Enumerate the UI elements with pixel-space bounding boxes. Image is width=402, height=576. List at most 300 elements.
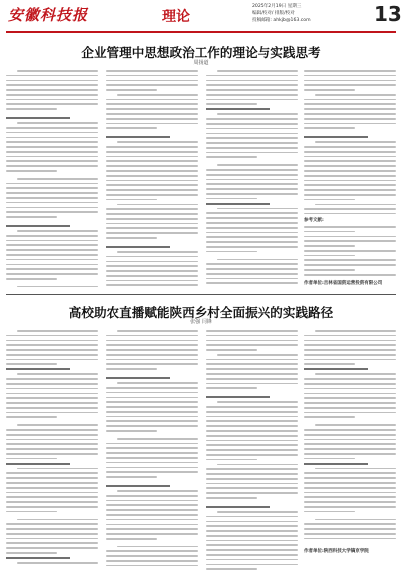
body-text-line [106, 425, 198, 427]
body-text-line [106, 280, 198, 282]
body-text-line [206, 103, 257, 105]
body-text-line [206, 435, 298, 437]
body-text-line [206, 179, 298, 181]
body-text-line [17, 70, 98, 72]
body-text-line [206, 449, 298, 451]
newspaper-name: 安徽科技报 [8, 6, 89, 24]
body-text-line [206, 344, 298, 346]
body-text-line [304, 236, 396, 238]
body-text-line [6, 472, 98, 474]
body-text-line [6, 349, 98, 351]
article-2-footer [304, 548, 396, 570]
body-text-line [106, 335, 198, 337]
body-text-line [304, 80, 396, 82]
body-text-line [17, 330, 98, 332]
body-text-line [206, 396, 270, 398]
body-text-line [106, 265, 198, 267]
body-text-line [206, 128, 298, 130]
body-text-line [206, 387, 257, 389]
references-heading: 参考文献: [304, 218, 324, 223]
body-text-line [206, 359, 298, 361]
body-text-line [6, 273, 98, 275]
masthead [0, 0, 402, 34]
body-text-line [106, 457, 198, 459]
body-text-line [304, 170, 396, 172]
body-text-line [6, 393, 98, 395]
body-text-line [304, 439, 396, 441]
body-text-line [6, 538, 98, 540]
body-text-line [217, 208, 298, 210]
body-text-line [6, 225, 70, 227]
body-text-line [6, 335, 98, 337]
body-text-line [106, 481, 198, 484]
body-text-line [206, 156, 257, 158]
body-text-line [106, 509, 198, 511]
body-text-line [106, 354, 198, 356]
body-text-line [206, 473, 298, 475]
body-text-line [17, 122, 98, 124]
body-text-line [6, 378, 98, 380]
body-text-line [106, 430, 157, 432]
body-text-line [304, 388, 396, 390]
body-text-line [304, 383, 396, 385]
body-text-line [106, 256, 198, 258]
body-text-line [206, 392, 298, 395]
body-text-line [106, 550, 198, 552]
body-text-line [6, 146, 98, 148]
body-text-line [6, 221, 98, 224]
body-text-line [6, 170, 57, 172]
body-text-line [106, 416, 198, 418]
body-text-line [6, 254, 98, 256]
body-text-line [106, 495, 198, 497]
body-text-line [117, 94, 198, 96]
body-text-line [6, 264, 98, 266]
body-text-line [304, 146, 396, 148]
body-text-line [117, 546, 198, 548]
body-text-line [304, 463, 368, 465]
body-text-line [304, 482, 396, 484]
body-text-line [304, 378, 396, 380]
body-text-line [206, 236, 298, 238]
body-text-line [206, 217, 298, 219]
body-text-line [315, 468, 396, 470]
references-list [304, 226, 396, 278]
body-text-line [304, 231, 355, 233]
body-text-line [6, 113, 98, 116]
body-text-line [106, 349, 198, 351]
body-text-line [304, 274, 396, 276]
body-text-line [206, 478, 298, 480]
body-text-line [304, 506, 396, 508]
body-text-line [106, 80, 198, 82]
body-text-line [206, 241, 298, 243]
body-text-line [206, 383, 298, 385]
article-2-column-3 [206, 330, 298, 570]
body-text-line [106, 213, 198, 215]
body-text-line [106, 194, 198, 196]
body-text-line [106, 199, 157, 201]
body-text-line [6, 416, 57, 418]
body-text-line [106, 136, 170, 138]
page-number: 13 [374, 2, 402, 26]
body-text-line [6, 117, 70, 119]
article-2-column-2 [106, 330, 198, 570]
body-text-line [304, 103, 396, 105]
body-text-line [106, 70, 198, 72]
body-text-line [304, 255, 355, 257]
body-text-line [304, 118, 396, 120]
body-text-line [304, 269, 355, 271]
article-1-byline: 周扬道 [193, 60, 209, 66]
body-text-line [304, 75, 396, 77]
body-text-line [6, 458, 57, 460]
body-text-line [106, 99, 198, 101]
body-text-line [304, 189, 396, 191]
body-text-line [304, 349, 396, 351]
body-text-line [206, 174, 298, 176]
body-text-line [106, 237, 157, 239]
body-text-line [206, 251, 257, 253]
body-text-line [17, 178, 98, 180]
body-text-line [206, 411, 298, 413]
body-text-line [106, 218, 198, 220]
body-text-line [206, 497, 257, 499]
body-text-line [6, 557, 70, 559]
body-text-line [304, 538, 396, 540]
body-text-line [206, 137, 298, 139]
body-text-line [106, 208, 198, 210]
body-text-line [304, 363, 355, 365]
body-text-line [206, 440, 298, 442]
body-text-line [106, 246, 170, 248]
body-text-line [6, 207, 98, 209]
body-text-line [106, 146, 198, 148]
body-text-line [304, 250, 396, 252]
body-text-line [304, 213, 396, 214]
body-text-line [117, 382, 198, 384]
body-text-line [106, 242, 198, 245]
body-text-line [106, 165, 198, 167]
body-text-line [106, 84, 198, 86]
article-divider [6, 294, 396, 295]
body-text-line [106, 514, 198, 516]
body-text-line [106, 160, 198, 162]
body-text-line [206, 232, 298, 234]
body-text-line [106, 401, 198, 403]
body-text-line [304, 429, 396, 431]
body-text-line [206, 330, 298, 332]
body-text-line [217, 464, 298, 466]
body-text-line [206, 212, 298, 214]
body-text-line [206, 89, 298, 91]
body-text-line [315, 424, 396, 426]
body-text-line [117, 251, 198, 253]
body-text-line [206, 273, 298, 275]
body-text-line [106, 108, 198, 110]
body-text-line [6, 249, 98, 251]
body-text-line [206, 169, 298, 171]
body-text-line [106, 344, 198, 346]
body-text-line [6, 448, 98, 450]
body-text-line [6, 547, 98, 549]
body-text-line [304, 501, 396, 503]
body-text-line [6, 197, 98, 199]
body-text-line [206, 118, 298, 120]
body-text-line [106, 447, 198, 449]
body-text-line [17, 373, 98, 375]
article-2-byline: 张强 闫锋 [190, 319, 212, 325]
body-text-line [106, 132, 198, 135]
body-text-line [206, 268, 298, 270]
body-text-line [17, 468, 98, 470]
body-text-line [106, 471, 198, 473]
body-text-line [304, 412, 396, 414]
body-text-line [106, 467, 198, 469]
body-text-line [304, 99, 396, 101]
body-text-line [304, 487, 396, 489]
body-text-line [117, 141, 198, 143]
body-text-line [315, 519, 396, 521]
body-text-line [304, 354, 396, 356]
body-text-line [17, 562, 98, 564]
body-text-line [206, 468, 298, 470]
body-text-line [304, 448, 396, 450]
body-text-line [6, 443, 98, 445]
body-text-line [6, 211, 98, 213]
body-text-line [304, 533, 396, 535]
body-text-line [106, 175, 198, 177]
body-text-line [6, 183, 98, 185]
body-text-line [206, 340, 298, 342]
body-text-line [106, 420, 198, 422]
body-text-line [304, 472, 396, 474]
body-text-line [106, 118, 198, 120]
article-2-author-note: 作者单位:陕西科技大学镐京学院 [304, 549, 369, 554]
body-text-line [206, 368, 298, 370]
body-text-line [6, 235, 98, 237]
body-text-line [217, 70, 298, 72]
body-text-line [304, 359, 396, 361]
body-text-line [17, 424, 98, 426]
body-text-line [206, 535, 298, 537]
body-text-line [106, 387, 198, 389]
body-text-line [6, 160, 98, 162]
body-text-line [304, 127, 355, 129]
body-text-line [6, 84, 98, 86]
body-text-line [6, 216, 57, 218]
body-text-line [206, 564, 298, 566]
body-text-line [304, 160, 396, 162]
article-1-column-3 [206, 70, 298, 290]
body-text-line [304, 132, 396, 135]
body-text-line [106, 284, 198, 286]
body-text-line [206, 94, 298, 96]
body-text-line [6, 137, 98, 139]
body-text-line [206, 492, 298, 494]
body-text-line [206, 263, 298, 265]
body-text-line [6, 439, 98, 441]
body-text-line [106, 89, 157, 91]
body-text-line [6, 108, 57, 110]
body-text-line [206, 147, 298, 149]
body-text-line [6, 501, 98, 503]
body-text-line [315, 330, 396, 332]
body-text-line [206, 425, 298, 427]
body-text-line [206, 142, 298, 144]
body-text-line [6, 240, 98, 242]
body-text-line [206, 568, 257, 570]
article-1-title: 企业管理中思想政治工作的理论与实践思考 [81, 45, 321, 60]
body-text-line [6, 354, 98, 356]
body-text-line [304, 151, 396, 153]
body-text-line [106, 189, 198, 191]
email-line: 投稿邮箱: ahkjb@163.com [252, 18, 311, 23]
body-text-line [106, 406, 198, 408]
body-text-line [304, 402, 396, 404]
body-text-line [106, 127, 157, 129]
body-text-line [17, 286, 98, 288]
body-text-line [17, 230, 98, 232]
body-text-line [304, 156, 396, 158]
body-text-line [106, 524, 198, 526]
body-text-line [6, 552, 57, 554]
body-text-line [206, 454, 298, 456]
body-text-line [304, 443, 396, 445]
body-text-line [6, 344, 98, 346]
body-text-line [315, 141, 396, 143]
body-text-line [6, 359, 98, 361]
body-text-line [304, 477, 396, 479]
body-text-line [106, 184, 198, 186]
body-text-line [206, 75, 298, 77]
body-text-line [106, 156, 198, 158]
body-text-line [206, 152, 298, 154]
body-text-line [206, 544, 298, 546]
body-text-line [304, 208, 396, 210]
body-text-line [304, 113, 396, 115]
body-text-line [106, 528, 198, 530]
article-1-column-4 [304, 70, 396, 214]
body-text-line [6, 429, 98, 431]
body-text-line [6, 268, 98, 270]
body-text-line [106, 340, 198, 342]
body-text-line [206, 373, 298, 375]
body-text-line [206, 483, 298, 485]
article-2-title: 高校助农直播赋能陕西乡村全面振兴的实践路径 [68, 305, 334, 320]
body-text-line [6, 89, 98, 91]
body-text-line [106, 103, 198, 105]
body-text-line [206, 430, 298, 432]
body-text-line [206, 99, 298, 101]
body-text-line [304, 393, 396, 395]
body-text-line [206, 349, 257, 351]
body-text-line [304, 453, 396, 455]
body-text-line [106, 443, 198, 445]
body-text-line [6, 487, 98, 489]
body-text-line [304, 108, 396, 110]
body-text-line [206, 406, 298, 408]
body-text-line [6, 482, 98, 484]
body-text-line [206, 459, 257, 461]
body-text-line [6, 412, 98, 414]
issue-meta [252, 3, 370, 24]
article-2-column-4 [304, 330, 396, 544]
body-text-line [206, 521, 298, 523]
references-box [304, 218, 396, 290]
body-text-line [6, 511, 57, 513]
body-text-line [206, 203, 270, 205]
body-text-line [304, 194, 396, 196]
body-text-line [315, 94, 396, 96]
body-text-line [6, 523, 98, 525]
body-text-line [117, 330, 198, 332]
body-text-line [304, 434, 396, 436]
body-text-line [304, 240, 396, 242]
body-text-line [206, 487, 298, 489]
section-title: 理论 [162, 9, 190, 25]
body-text-line [106, 519, 198, 521]
body-text-line [206, 282, 298, 284]
body-text-line [217, 164, 298, 166]
body-text-line [6, 383, 98, 385]
body-text-line [304, 523, 396, 525]
body-text-line [6, 278, 57, 280]
article-1-column-2 [106, 70, 198, 290]
body-text-line [6, 496, 98, 498]
body-text-line [304, 492, 396, 494]
body-text-line [206, 246, 298, 248]
body-text-line [6, 156, 98, 158]
body-text-line [206, 516, 298, 518]
body-text-line [206, 80, 298, 82]
body-text-line [304, 407, 396, 409]
body-text-line [6, 402, 98, 404]
body-text-line [304, 511, 355, 513]
body-text-line [106, 232, 198, 234]
body-text-line [106, 270, 198, 272]
body-text-line [17, 519, 98, 521]
body-text-line [304, 89, 355, 91]
body-text-line [217, 113, 298, 115]
body-text-line [106, 223, 198, 225]
body-text-line [206, 559, 298, 561]
body-text-line [304, 368, 368, 370]
body-text-line [206, 420, 298, 422]
body-text-line [206, 554, 298, 556]
body-text-line [217, 511, 298, 513]
body-text-line [6, 477, 98, 479]
body-text-line [117, 204, 198, 206]
body-text-line [106, 565, 198, 567]
body-text-line [6, 506, 98, 508]
editor-line: 编辑/校对/ 排版/校对 [252, 11, 295, 16]
body-text-line [304, 84, 396, 86]
body-text-line [304, 416, 355, 418]
body-text-line [106, 261, 198, 263]
body-text-line [217, 354, 298, 356]
body-text-line [6, 397, 98, 399]
body-text-line [304, 528, 396, 530]
body-text-line [206, 193, 298, 195]
body-text-line [106, 275, 198, 277]
body-text-line [304, 335, 396, 337]
body-text-line [6, 94, 98, 96]
body-text-line [6, 165, 98, 167]
body-text-line [304, 175, 396, 177]
body-text-line [106, 180, 198, 182]
body-text-line [106, 462, 198, 464]
